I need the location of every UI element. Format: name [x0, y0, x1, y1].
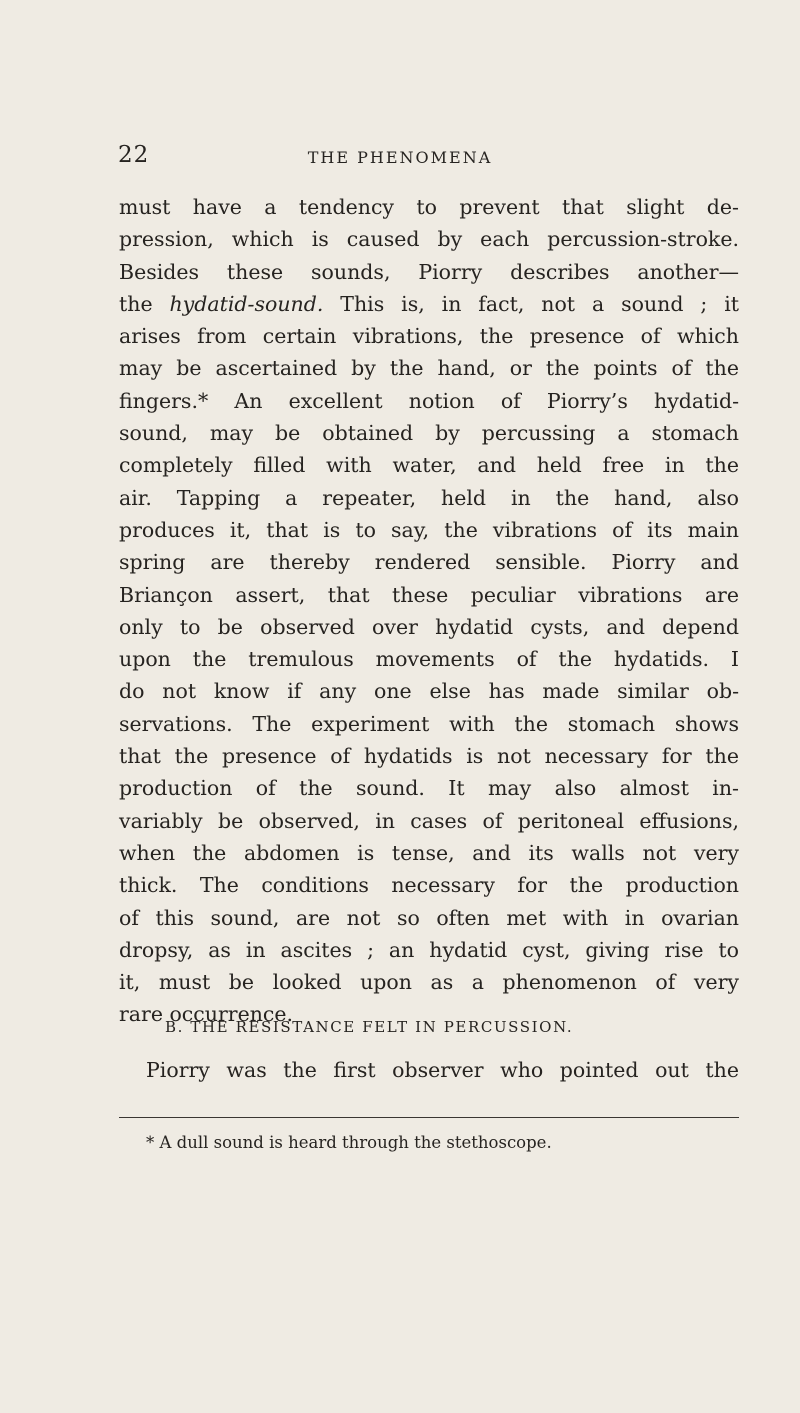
text-line: completely filled with water, and held free in the	[119, 453, 739, 478]
text-line: produces it, that is to say, the vibrations of its main	[119, 517, 739, 542]
text-line: sound, may be obtained by percussing a stomach	[119, 421, 739, 446]
text-line: when the abdomen is tense, and its walls not very	[119, 840, 739, 865]
text-line: that the presence of hydatids is not necessary for the	[119, 744, 739, 769]
text-line: arises from certain vibrations, the presence of which	[119, 324, 739, 349]
text-line: servations. The experiment with the stomach shows	[119, 711, 739, 736]
text-line: do not know if any one else has made similar ob-	[119, 679, 739, 704]
text-line: may be ascertained by the hand, or the points of the	[119, 356, 739, 381]
section-first-line: Piorry was the first observer who pointed out the	[146, 1058, 739, 1082]
text-line: variably be observed, in cases of peritoneal effusions,	[119, 808, 739, 833]
text-line: rare occurrence.	[119, 1002, 294, 1027]
italic-term: hydatid-sound.	[169, 291, 324, 316]
text-line: spring are thereby rendered sensible. Piorry and	[119, 550, 739, 575]
text-run: the	[119, 291, 170, 316]
text-line: upon the tremulous movements of the hydatids. I	[119, 647, 739, 672]
text-line: dropsy, as in ascites ; an hydatid cyst, giving rise to	[119, 937, 739, 962]
text-line	[119, 288, 739, 320]
body-paragraph	[119, 191, 739, 1031]
footnote-rule	[119, 1117, 739, 1118]
text-line: thick. The conditions necessary for the production	[119, 873, 739, 898]
text-line: Besides these sounds, Piorry describes another—	[119, 259, 739, 284]
text-line: fingers.* An excellent notion of Piorry’s hydatid-	[119, 388, 739, 413]
text-run: This is, in fact, not a sound ; it	[323, 291, 739, 316]
running-title: THE PHENOMENA	[307, 148, 493, 167]
section-heading: B. THE RESISTANCE FELT IN PERCUSSION.	[165, 1018, 574, 1036]
text-line: air. Tapping a repeater, held in the hand, also	[119, 485, 739, 510]
text-line: of this sound, are not so often met with in ovarian	[119, 905, 739, 930]
text-line: must have a tendency to prevent that slight de-	[119, 195, 739, 219]
text-line: it, must be looked upon as a phenomenon of very	[119, 970, 739, 995]
page-number: 22	[118, 142, 150, 168]
text-line: pression, which is caused by each percussion-stroke.	[119, 227, 739, 252]
text-line: production of the sound. It may also almost in-	[119, 776, 739, 801]
footnote: * A dull sound is heard through the stethoscope.	[146, 1133, 552, 1152]
text-line: only to be observed over hydatid cysts, and depend	[119, 614, 739, 639]
text-line: Briançon assert, that these peculiar vibrations are	[119, 582, 739, 607]
